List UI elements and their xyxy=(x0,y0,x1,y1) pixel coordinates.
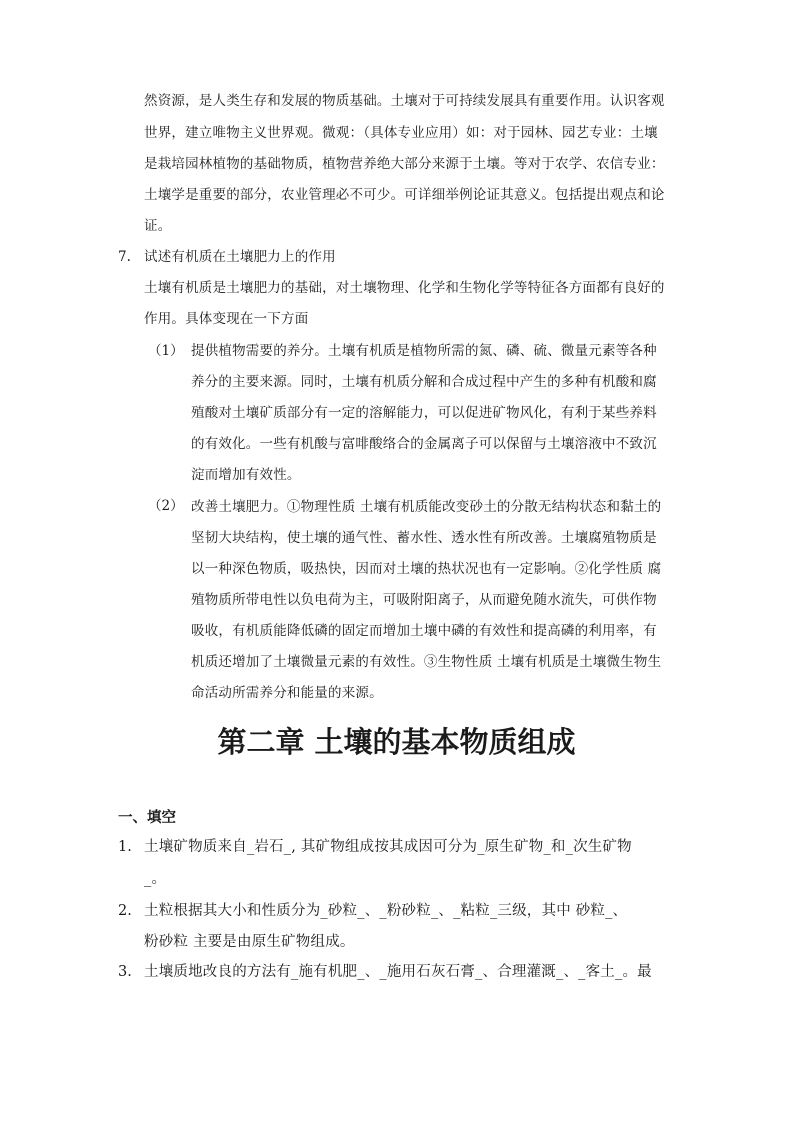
item-line: 殖物质所带电性以负电荷为主，可吸附阳离子，从而避免随水流失，可供作物 xyxy=(191,592,657,608)
item-line: 吸收，有机质能降低磷的固定而增加土壤中磷的有效性和提高磷的利用率，有 xyxy=(191,623,657,639)
item-line: 提供植物需要的养分。土壤有机质是植物所需的氮、磷、硫、微量元素等各种 xyxy=(191,343,657,359)
item-line: 坚韧大块结构，使土壤的通气性、蓄水性、透水性有所改善。土壤腐殖物质是 xyxy=(191,530,657,546)
text-line: 然资源，是人类生存和发展的物质基础。土壤对于可持续发展具有重要作用。认识客观 xyxy=(144,93,665,109)
question-line: 土粒根据其大小和性质分为_砂粒_、_粉砂粒_、_粘粒_三级，其中 砂粒_、 xyxy=(144,903,628,919)
answer-line: 作用。具体变现在一下方面 xyxy=(144,311,309,327)
item-line: 命活动所需养分和能量的来源。 xyxy=(191,685,383,701)
question-number: 2. xyxy=(118,903,132,919)
question-title: 试述有机质在土壤肥力上的作用 xyxy=(144,249,336,265)
question-number: 1. xyxy=(118,839,132,855)
question-number: 7. xyxy=(118,249,131,265)
item-line: 机质还增加了土壤微量元素的有效性。③生物性质 土壤有机质是土壤微生物生 xyxy=(191,654,662,670)
chapter-title: 第二章 土壤的基本物质组成 xyxy=(217,725,576,759)
question-line: 粉砂粒 主要是由原生矿物组成。 xyxy=(144,934,355,950)
item-line: 以一种深色物质，吸热快，因而对土壤的热状况也有一定影响。②化学性质 腐 xyxy=(191,561,662,577)
item-line: 淀而增加有效性。 xyxy=(191,467,301,483)
answer-line: 土壤有机质是土壤肥力的基础，对土壤物理、化学和生物化学等特征各方面都有良好的 xyxy=(144,280,665,296)
item-label: （1） xyxy=(148,343,184,359)
question-line: 土壤质地改良的方法有_施有机肥_、_施用石灰石膏_、合理灌溉_、_客土_。最 xyxy=(144,964,652,980)
item-line: 的有效化。一些有机酸与富啡酸络合的金属离子可以保留与土壤溶液中不致沉 xyxy=(191,436,657,452)
item-line: 殖酸对土壤矿质部分有一定的溶解能力，可以促进矿物风化，有利于某些养料 xyxy=(191,405,657,421)
text-line: 证。 xyxy=(144,218,172,234)
question-number: 3. xyxy=(118,964,132,980)
item-line: 改善土壤肥力。①物理性质 土壤有机质能改变砂土的分散无结构状态和黏土的 xyxy=(191,499,662,515)
item-line: 养分的主要来源。同时，土壤有机质分解和合成过程中产生的多种有机酸和腐 xyxy=(191,374,657,390)
item-label: （2） xyxy=(148,498,184,514)
section-title: 一、填空 xyxy=(118,810,176,826)
text-line: 世界，建立唯物主义世界观。微观：（具体专业应用）如：对于园林、园艺专业：土壤 xyxy=(144,125,658,141)
text-line: 是栽培园林植物的基础物质，植物营养绝大部分来源于土壤。等对于农学、农信专业： xyxy=(144,156,665,172)
question-line: 土壤矿物质来自_岩石_, 其矿物组成按其成因可分为_原生矿物_和_次生矿物 xyxy=(144,839,632,855)
text-line: 土壤学是重要的部分，农业管理必不可少。可详细举例论证其意义。包括提出观点和论 xyxy=(144,187,665,203)
question-line: _。 xyxy=(144,871,167,887)
